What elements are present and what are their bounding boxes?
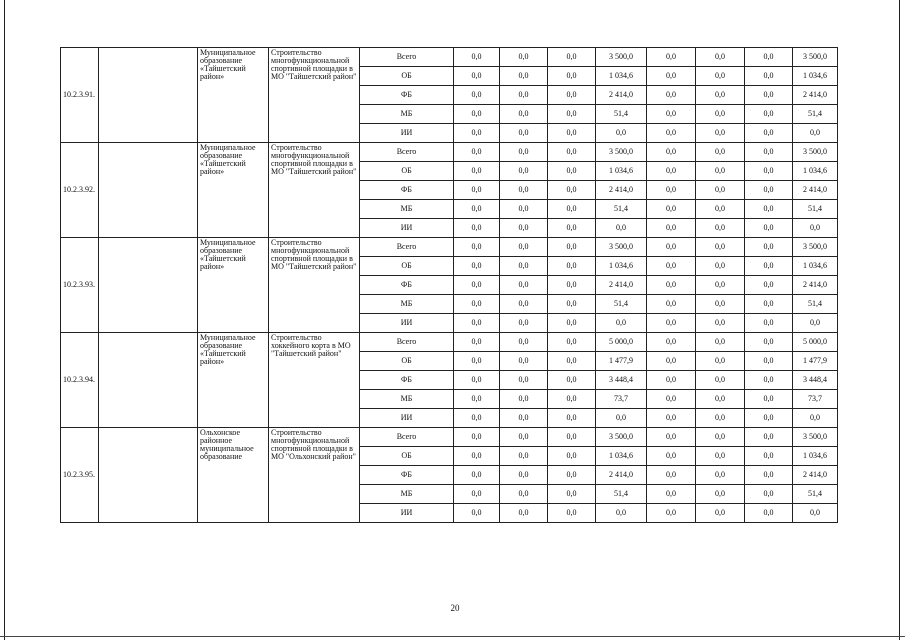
responsible-entity: Ольхонское районное муниципальное образование [198, 428, 269, 523]
page-border-right [899, 0, 900, 640]
table-row [61, 238, 838, 257]
amount-cell: 0,0 [500, 143, 548, 162]
amount-cell: 0,0 [548, 504, 596, 523]
funding-source: ОБ [360, 162, 454, 181]
funding-source: МБ [360, 295, 454, 314]
amount-cell: 0,0 [745, 295, 793, 314]
amount-cell: 0,0 [500, 200, 548, 219]
amount-cell: 0,0 [647, 504, 696, 523]
table-row [61, 48, 838, 67]
amount-cell: 0,0 [454, 124, 500, 143]
amount-cell: 0,0 [647, 162, 696, 181]
amount-cell: 0,0 [548, 352, 596, 371]
amount-cell: 0,0 [745, 48, 793, 67]
amount-cell: 0,0 [745, 86, 793, 105]
amount-cell: 1 034,6 [793, 257, 838, 276]
amount-cell: 0,0 [793, 409, 838, 428]
amount-cell: 0,0 [500, 181, 548, 200]
amount-cell: 0,0 [696, 428, 745, 447]
page-border-bottom [0, 636, 905, 637]
item-code: 10.2.3.95. [61, 428, 99, 523]
amount-cell: 0,0 [548, 390, 596, 409]
amount-cell: 0,0 [548, 238, 596, 257]
amount-cell: 0,0 [454, 352, 500, 371]
amount-cell: 0,0 [647, 314, 696, 333]
amount-cell: 1 034,6 [793, 162, 838, 181]
budget-table-body [61, 48, 838, 523]
amount-cell: 0,0 [500, 276, 548, 295]
amount-cell: 0,0 [647, 371, 696, 390]
amount-cell: 0,0 [454, 485, 500, 504]
amount-cell: 51,4 [793, 105, 838, 124]
amount-cell: 73,7 [596, 390, 647, 409]
amount-cell: 0,0 [454, 143, 500, 162]
amount-cell: 2 414,0 [596, 86, 647, 105]
amount-cell: 0,0 [454, 409, 500, 428]
responsible-entity: Муниципальное образование «Тайшетский район» [198, 333, 269, 428]
amount-cell: 0,0 [696, 48, 745, 67]
amount-cell: 51,4 [596, 105, 647, 124]
amount-cell: 2 414,0 [793, 86, 838, 105]
amount-cell: 0,0 [745, 143, 793, 162]
amount-cell: 0,0 [696, 86, 745, 105]
amount-cell: 0,0 [454, 447, 500, 466]
amount-cell: 0,0 [745, 447, 793, 466]
table-row [61, 333, 838, 352]
amount-cell: 0,0 [500, 504, 548, 523]
amount-cell: 0,0 [745, 314, 793, 333]
amount-cell: 0,0 [647, 447, 696, 466]
amount-cell: 0,0 [548, 86, 596, 105]
funding-source: ИИ [360, 504, 454, 523]
amount-cell: 1 034,6 [793, 67, 838, 86]
amount-cell: 2 414,0 [793, 181, 838, 200]
amount-cell: 0,0 [745, 390, 793, 409]
amount-cell: 0,0 [454, 504, 500, 523]
amount-cell: 0,0 [548, 314, 596, 333]
amount-cell: 0,0 [596, 219, 647, 238]
amount-cell: 0,0 [454, 105, 500, 124]
amount-cell: 3 500,0 [793, 428, 838, 447]
amount-cell: 0,0 [647, 238, 696, 257]
amount-cell: 0,0 [745, 276, 793, 295]
empty-cell [99, 48, 198, 143]
funding-source: МБ [360, 485, 454, 504]
amount-cell: 0,0 [647, 257, 696, 276]
activity-description: Строительство многофункциональной спортивной площадки в МО "Тайшетский район" [269, 48, 360, 143]
amount-cell: 0,0 [745, 181, 793, 200]
amount-cell: 0,0 [793, 504, 838, 523]
amount-cell: 0,0 [696, 504, 745, 523]
amount-cell: 0,0 [745, 333, 793, 352]
amount-cell: 0,0 [500, 162, 548, 181]
amount-cell: 0,0 [745, 371, 793, 390]
amount-cell: 1 034,6 [596, 257, 647, 276]
amount-cell: 0,0 [500, 238, 548, 257]
amount-cell: 0,0 [647, 409, 696, 428]
page-border-left [4, 0, 5, 640]
amount-cell: 0,0 [647, 295, 696, 314]
amount-cell: 1 034,6 [596, 162, 647, 181]
amount-cell: 0,0 [745, 162, 793, 181]
empty-cell [99, 428, 198, 523]
amount-cell: 0,0 [696, 276, 745, 295]
amount-cell: 0,0 [696, 352, 745, 371]
amount-cell: 51,4 [793, 485, 838, 504]
amount-cell: 0,0 [454, 238, 500, 257]
amount-cell: 0,0 [696, 447, 745, 466]
amount-cell: 0,0 [454, 257, 500, 276]
amount-cell: 0,0 [548, 105, 596, 124]
amount-cell: 0,0 [745, 409, 793, 428]
amount-cell: 3 500,0 [793, 238, 838, 257]
amount-cell: 3 500,0 [596, 48, 647, 67]
amount-cell: 0,0 [548, 409, 596, 428]
amount-cell: 0,0 [500, 409, 548, 428]
amount-cell: 0,0 [548, 143, 596, 162]
amount-cell: 2 414,0 [596, 181, 647, 200]
amount-cell: 0,0 [454, 162, 500, 181]
item-code: 10.2.3.91. [61, 48, 99, 143]
amount-cell: 0,0 [548, 447, 596, 466]
amount-cell: 0,0 [500, 86, 548, 105]
amount-cell: 0,0 [696, 295, 745, 314]
funding-source: МБ [360, 105, 454, 124]
empty-cell [99, 143, 198, 238]
amount-cell: 0,0 [745, 124, 793, 143]
amount-cell: 0,0 [696, 143, 745, 162]
amount-cell: 0,0 [454, 466, 500, 485]
amount-cell: 0,0 [745, 257, 793, 276]
amount-cell: 0,0 [548, 162, 596, 181]
responsible-entity: Муниципальное образование «Тайшетский район» [198, 143, 269, 238]
amount-cell: 0,0 [793, 219, 838, 238]
amount-cell: 0,0 [647, 276, 696, 295]
amount-cell: 0,0 [745, 200, 793, 219]
item-code: 10.2.3.93. [61, 238, 99, 333]
amount-cell: 0,0 [596, 504, 647, 523]
table-row [61, 428, 838, 447]
funding-source: ФБ [360, 466, 454, 485]
amount-cell: 0,0 [500, 219, 548, 238]
activity-description: Строительство многофункциональной спортивной площадки в МО "Ольхонский район" [269, 428, 360, 523]
amount-cell: 0,0 [696, 466, 745, 485]
amount-cell: 0,0 [454, 200, 500, 219]
amount-cell: 0,0 [454, 219, 500, 238]
amount-cell: 0,0 [647, 200, 696, 219]
funding-source: Всего [360, 238, 454, 257]
amount-cell: 0,0 [548, 257, 596, 276]
amount-cell: 0,0 [745, 105, 793, 124]
amount-cell: 0,0 [500, 48, 548, 67]
funding-source: ИИ [360, 219, 454, 238]
amount-cell: 51,4 [793, 295, 838, 314]
amount-cell: 0,0 [596, 124, 647, 143]
amount-cell: 0,0 [745, 238, 793, 257]
amount-cell: 73,7 [793, 390, 838, 409]
activity-description: Строительство многофункциональной спортивной площадки в МО "Тайшетский район" [269, 143, 360, 238]
amount-cell: 0,0 [454, 67, 500, 86]
amount-cell: 51,4 [793, 200, 838, 219]
page-number: 20 [450, 603, 460, 613]
amount-cell: 0,0 [696, 409, 745, 428]
empty-cell [99, 238, 198, 333]
amount-cell: 3 448,4 [793, 371, 838, 390]
amount-cell: 0,0 [647, 67, 696, 86]
amount-cell: 0,0 [500, 105, 548, 124]
amount-cell: 0,0 [548, 181, 596, 200]
funding-source: ОБ [360, 67, 454, 86]
funding-source: ОБ [360, 447, 454, 466]
funding-source: ИИ [360, 314, 454, 333]
amount-cell: 51,4 [596, 485, 647, 504]
amount-cell: 0,0 [647, 485, 696, 504]
amount-cell: 2 414,0 [596, 466, 647, 485]
amount-cell: 0,0 [500, 466, 548, 485]
funding-source: ФБ [360, 181, 454, 200]
amount-cell: 0,0 [454, 86, 500, 105]
table-row [61, 143, 838, 162]
amount-cell: 0,0 [647, 352, 696, 371]
amount-cell: 0,0 [793, 124, 838, 143]
responsible-entity: Муниципальное образование «Тайшетский район» [198, 48, 269, 143]
amount-cell: 0,0 [454, 333, 500, 352]
amount-cell: 0,0 [696, 390, 745, 409]
amount-cell: 2 414,0 [596, 276, 647, 295]
amount-cell: 0,0 [548, 333, 596, 352]
amount-cell: 0,0 [696, 485, 745, 504]
amount-cell: 2 414,0 [793, 276, 838, 295]
funding-source: Всего [360, 143, 454, 162]
amount-cell: 0,0 [647, 181, 696, 200]
amount-cell: 0,0 [696, 105, 745, 124]
amount-cell: 0,0 [596, 314, 647, 333]
amount-cell: 0,0 [500, 447, 548, 466]
amount-cell: 0,0 [745, 428, 793, 447]
amount-cell: 0,0 [548, 428, 596, 447]
funding-source: ФБ [360, 86, 454, 105]
funding-source: ОБ [360, 352, 454, 371]
amount-cell: 0,0 [548, 124, 596, 143]
amount-cell: 0,0 [500, 67, 548, 86]
amount-cell: 3 500,0 [793, 48, 838, 67]
funding-source: ИИ [360, 124, 454, 143]
amount-cell: 0,0 [647, 428, 696, 447]
amount-cell: 0,0 [500, 485, 548, 504]
funding-source: Всего [360, 333, 454, 352]
amount-cell: 1 034,6 [596, 67, 647, 86]
amount-cell: 0,0 [696, 67, 745, 86]
activity-description: Строительство хоккейного корта в МО "Тайшетский район" [269, 333, 360, 428]
amount-cell: 0,0 [745, 67, 793, 86]
amount-cell: 0,0 [548, 67, 596, 86]
amount-cell: 3 500,0 [596, 428, 647, 447]
amount-cell: 0,0 [696, 314, 745, 333]
amount-cell: 0,0 [647, 219, 696, 238]
amount-cell: 0,0 [454, 181, 500, 200]
amount-cell: 0,0 [745, 485, 793, 504]
amount-cell: 0,0 [500, 371, 548, 390]
amount-cell: 0,0 [647, 143, 696, 162]
amount-cell: 0,0 [696, 371, 745, 390]
amount-cell: 0,0 [548, 276, 596, 295]
amount-cell: 0,0 [454, 371, 500, 390]
item-code: 10.2.3.92. [61, 143, 99, 238]
amount-cell: 0,0 [793, 314, 838, 333]
funding-source: ФБ [360, 371, 454, 390]
amount-cell: 0,0 [454, 295, 500, 314]
activity-description: Строительство многофункциональной спортивной площадки в МО "Тайшетский район" [269, 238, 360, 333]
amount-cell: 0,0 [647, 48, 696, 67]
amount-cell: 0,0 [745, 466, 793, 485]
funding-source: ОБ [360, 257, 454, 276]
amount-cell: 0,0 [500, 314, 548, 333]
amount-cell: 0,0 [454, 48, 500, 67]
amount-cell: 0,0 [548, 219, 596, 238]
amount-cell: 3 500,0 [793, 143, 838, 162]
amount-cell: 0,0 [696, 238, 745, 257]
amount-cell: 0,0 [500, 333, 548, 352]
budget-table [60, 47, 838, 523]
amount-cell: 1 034,6 [596, 447, 647, 466]
amount-cell: 0,0 [454, 276, 500, 295]
amount-cell: 0,0 [596, 409, 647, 428]
amount-cell: 2 414,0 [793, 466, 838, 485]
amount-cell: 0,0 [647, 390, 696, 409]
amount-cell: 0,0 [548, 371, 596, 390]
amount-cell: 0,0 [647, 466, 696, 485]
amount-cell: 0,0 [696, 124, 745, 143]
amount-cell: 0,0 [454, 428, 500, 447]
amount-cell: 0,0 [548, 485, 596, 504]
amount-cell: 0,0 [696, 219, 745, 238]
amount-cell: 3 500,0 [596, 143, 647, 162]
amount-cell: 0,0 [696, 200, 745, 219]
amount-cell: 0,0 [454, 314, 500, 333]
amount-cell: 5 000,0 [596, 333, 647, 352]
empty-cell [99, 333, 198, 428]
amount-cell: 0,0 [548, 295, 596, 314]
amount-cell: 0,0 [696, 181, 745, 200]
amount-cell: 0,0 [548, 200, 596, 219]
amount-cell: 0,0 [745, 504, 793, 523]
amount-cell: 0,0 [745, 219, 793, 238]
amount-cell: 51,4 [596, 295, 647, 314]
amount-cell: 0,0 [500, 352, 548, 371]
responsible-entity: Муниципальное образование «Тайшетский район» [198, 238, 269, 333]
amount-cell: 1 477,9 [596, 352, 647, 371]
amount-cell: 0,0 [696, 333, 745, 352]
amount-cell: 5 000,0 [793, 333, 838, 352]
amount-cell: 0,0 [647, 86, 696, 105]
amount-cell: 0,0 [500, 428, 548, 447]
amount-cell: 0,0 [500, 390, 548, 409]
amount-cell: 0,0 [548, 466, 596, 485]
amount-cell: 0,0 [647, 124, 696, 143]
amount-cell: 0,0 [647, 333, 696, 352]
funding-source: Всего [360, 428, 454, 447]
amount-cell: 0,0 [454, 390, 500, 409]
funding-source: МБ [360, 200, 454, 219]
item-code: 10.2.3.94. [61, 333, 99, 428]
amount-cell: 0,0 [745, 352, 793, 371]
funding-source: ФБ [360, 276, 454, 295]
amount-cell: 0,0 [500, 124, 548, 143]
amount-cell: 0,0 [548, 48, 596, 67]
funding-source: Всего [360, 48, 454, 67]
amount-cell: 0,0 [500, 295, 548, 314]
amount-cell: 1 034,6 [793, 447, 838, 466]
amount-cell: 3 500,0 [596, 238, 647, 257]
amount-cell: 0,0 [500, 257, 548, 276]
amount-cell: 3 448,4 [596, 371, 647, 390]
funding-source: МБ [360, 390, 454, 409]
amount-cell: 1 477,9 [793, 352, 838, 371]
amount-cell: 0,0 [647, 105, 696, 124]
amount-cell: 0,0 [696, 162, 745, 181]
amount-cell: 51,4 [596, 200, 647, 219]
funding-source: ИИ [360, 409, 454, 428]
amount-cell: 0,0 [696, 257, 745, 276]
